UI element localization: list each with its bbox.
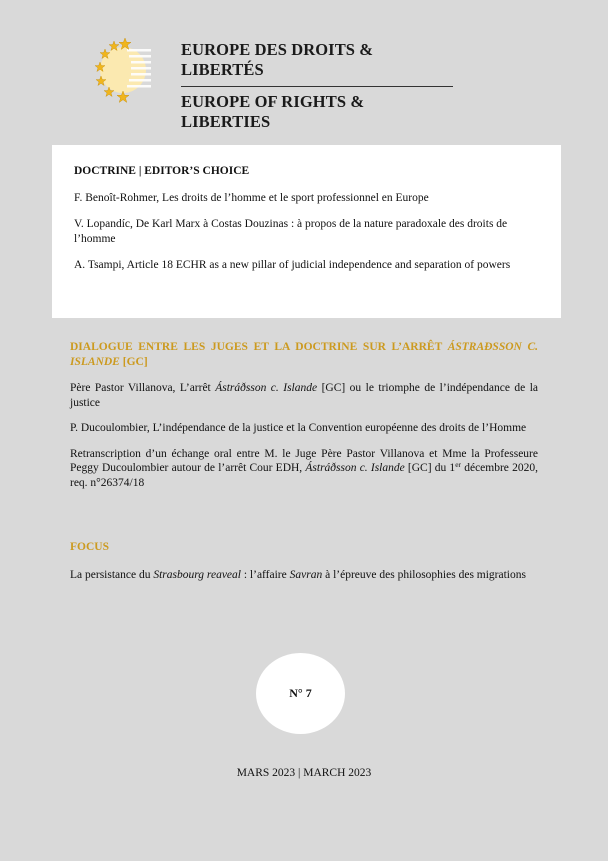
dialogue-item: P. Ducoulombier, L’indépendance de la justice et la Convention européenne des droits de l’Homme xyxy=(70,422,527,434)
dialogue-title: DIALOGUE ENTRE LES JUGES ET LA DOCTRINE SUR L’ARRÊT ÁSTRAÐSSON C. ISLANDE [GC] xyxy=(70,341,539,368)
issue-date: MARS 2023 | MARCH 2023 xyxy=(236,767,372,779)
issue-number-badge xyxy=(256,653,345,734)
doctrine-title: DOCTRINE | EDITOR’S CHOICE xyxy=(74,165,250,177)
doctrine-item: F. Benoît-Rohmer, Les droits de l’homme et le sport professionnel en Europe xyxy=(74,191,429,204)
issue-number: N° 7 xyxy=(289,686,312,700)
focus-section xyxy=(70,540,538,582)
eu-stars-logo-icon xyxy=(93,34,153,104)
dialogue-item: Retranscription d’un échange oral entre M. le Juge Père Pastor Villanova et Mme la Professeure Peggy Ducoulombier autour de l’arrêt Cour EDH, Ástráðsson c. Islande [GC] du 1er décembre 2020, req. n°26374/18 xyxy=(70,447,538,489)
dialogue-section xyxy=(70,340,538,490)
masthead-title-fr: EUROPE DES DROITS & LIBERTÉS xyxy=(181,40,453,87)
focus-title: FOCUS xyxy=(70,541,109,553)
doctrine-card xyxy=(52,145,561,318)
doctrine-item: A. Tsampi, Article 18 ECHR as a new pillar of judicial independence and separation of powers xyxy=(74,259,511,271)
dialogue-item: Père Pastor Villanova, L’arrêt Ástráðsson c. Islande [GC] ou le triomphe de l’indépendance de la justice xyxy=(70,382,538,409)
masthead-title-en: EUROPE OF RIGHTS & LIBERTIES xyxy=(181,92,365,131)
masthead xyxy=(181,40,453,132)
focus-item: La persistance du Strasbourg reaveal : l’affaire Savran à l’épreuve des philosophies des migrations xyxy=(70,568,526,581)
doctrine-item: V. Lopandíc, De Karl Marx à Costas Douzinas : à propos de la nature paradoxale des droits de l’homme xyxy=(74,218,508,245)
